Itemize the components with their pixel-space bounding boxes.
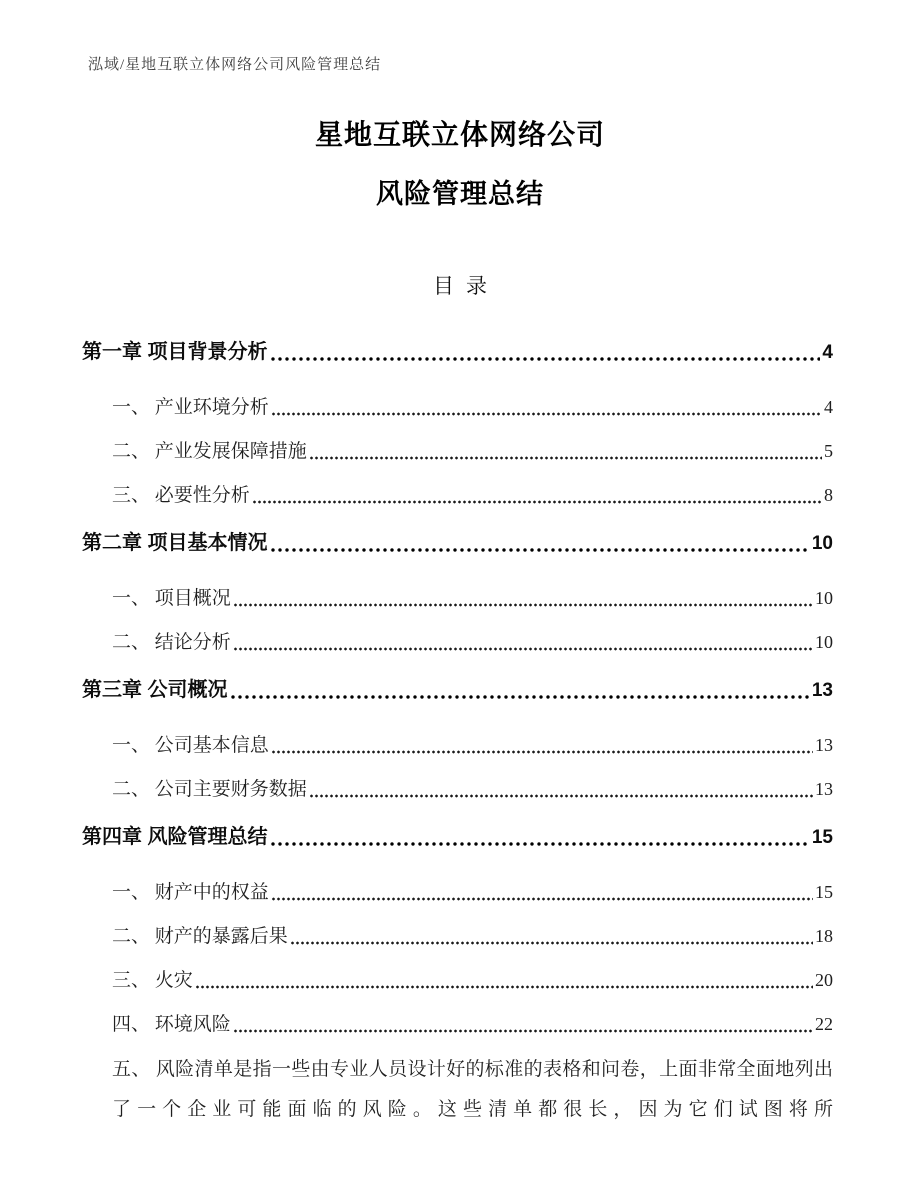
toc-entry-label: 二、 财产的暴露后果 — [112, 926, 288, 947]
toc-entry-label: 一、 财产中的权益 — [112, 882, 269, 903]
dot-leader — [291, 925, 813, 948]
document-header-line: 泓域/星地互联立体网络公司风险管理总结 — [88, 57, 382, 73]
dot-leader — [310, 778, 813, 801]
toc-item-row[interactable] — [82, 587, 833, 610]
page-number: 15 — [815, 882, 833, 902]
dot-leader — [253, 484, 822, 507]
page-number: 13 — [815, 735, 833, 755]
toc-item-row[interactable] — [82, 969, 833, 992]
dot-leader — [234, 631, 813, 654]
page-number: 22 — [815, 1014, 833, 1034]
dot-leader — [196, 969, 813, 992]
toc-item-row[interactable] — [82, 440, 833, 463]
page-number: 4 — [822, 342, 833, 363]
toc-chapter-row[interactable] — [82, 678, 833, 703]
dot-leader — [271, 825, 810, 850]
page-number: 18 — [815, 926, 833, 946]
toc-item-row[interactable] — [82, 734, 833, 757]
toc-entry-label: 第二章 项目基本情况 — [82, 532, 268, 554]
dot-leader — [272, 734, 813, 757]
dot-leader — [272, 396, 822, 419]
page-number: 10 — [815, 588, 833, 608]
toc-entry-label: 三、 火灾 — [112, 970, 193, 991]
toc-item-row[interactable] — [82, 925, 833, 948]
dot-leader — [272, 881, 813, 904]
toc-chapter-row[interactable] — [82, 825, 833, 850]
toc-item-row[interactable] — [82, 396, 833, 419]
toc-entry-label: 二、 结论分析 — [112, 632, 231, 653]
toc-entry-label: 四、 环境风险 — [112, 1014, 231, 1035]
toc-chapter-row[interactable] — [82, 340, 833, 365]
toc-trailing-paragraph: 五、 风险清单是指一些由专业人员设计好的标准的表格和问卷，上面非常全面地列出了一个企业可能面临的风险。这些清单都很长，因为它们试图将所 — [112, 1059, 833, 1120]
toc-entry-label: 三、 必要性分析 — [112, 485, 250, 506]
dot-leader — [310, 440, 822, 463]
toc-item-row[interactable] — [82, 1013, 833, 1036]
dot-leader — [231, 678, 810, 703]
toc-entry-label: 第四章 风险管理总结 — [82, 826, 268, 848]
dot-leader — [234, 1013, 813, 1036]
toc-heading: 目录 — [433, 274, 499, 298]
toc-entry-label: 一、 公司基本信息 — [112, 735, 269, 756]
table-of-contents — [82, 340, 833, 1130]
toc-item-row[interactable] — [82, 778, 833, 801]
toc-entry-label: 第三章 公司概况 — [82, 679, 228, 701]
page-number: 13 — [811, 680, 833, 701]
page-number: 10 — [815, 632, 833, 652]
toc-chapter-row[interactable] — [82, 531, 833, 556]
dot-leader — [271, 340, 821, 365]
toc-entry-label: 二、 公司主要财务数据 — [112, 779, 307, 800]
page-number: 20 — [815, 970, 833, 990]
page-number: 5 — [824, 441, 833, 461]
toc-item-row[interactable] — [82, 484, 833, 507]
dot-leader — [271, 531, 810, 556]
toc-item-row[interactable] — [82, 631, 833, 654]
dot-leader — [234, 587, 813, 610]
page-number: 10 — [811, 533, 833, 554]
page-number: 15 — [811, 827, 833, 848]
document-title: 星地互联立体网络公司 — [314, 119, 605, 150]
toc-entry-label: 一、 产业环境分析 — [112, 397, 269, 418]
page-number: 13 — [815, 779, 833, 799]
page-number: 4 — [824, 397, 833, 417]
toc-item-row[interactable] — [82, 881, 833, 904]
toc-entry-label: 二、 产业发展保障措施 — [112, 441, 307, 462]
toc-entry-label: 第一章 项目背景分析 — [82, 341, 268, 363]
page-number: 8 — [824, 485, 833, 505]
document-subtitle: 风险管理总结 — [376, 179, 544, 209]
toc-entry-label: 一、 项目概况 — [112, 588, 231, 609]
